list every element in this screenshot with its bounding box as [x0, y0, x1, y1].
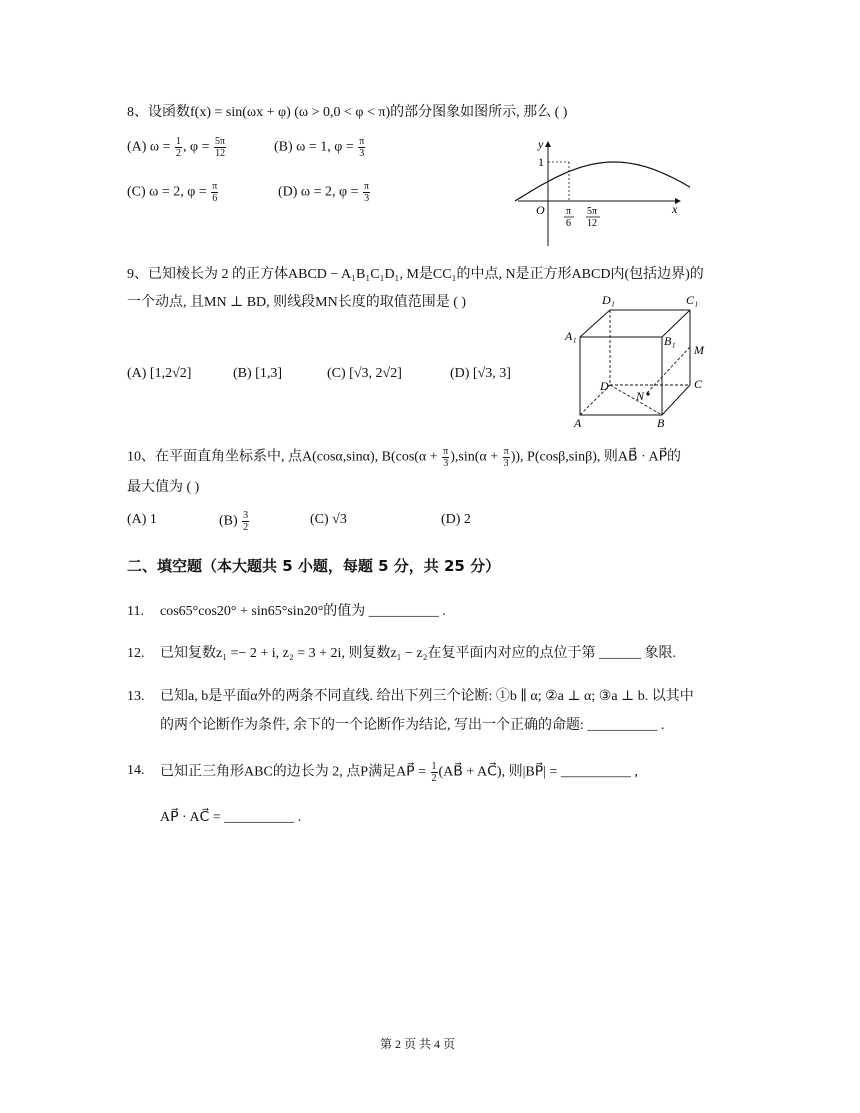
q9-option-d: (D) [√3, 3] — [450, 366, 511, 381]
q14-line1-part-b: (AB⃗ + AC⃗), 则|BP⃗| = __________ , — [438, 764, 638, 780]
page-footer: 第 2 页 共 4 页 — [380, 1037, 456, 1051]
q10-line2: 最大值为 ( ) — [127, 480, 200, 495]
frac-num: π — [503, 446, 509, 457]
x-axis-label: x — [672, 202, 678, 216]
x-tick2-num: 5π — [587, 206, 598, 217]
cube-segment-mn — [646, 347, 690, 394]
frac-num: 5π — [215, 136, 226, 147]
q9-option-b: (B) [1,3] — [233, 366, 282, 381]
q10-option-d: (D) 2 — [441, 512, 471, 527]
q10-line1 — [127, 446, 681, 469]
frac-num: π — [359, 136, 365, 147]
q10-line1-part-c: )), P(cosβ,sinβ), 则AB⃗ · AP⃗的 — [510, 449, 682, 465]
q8-option-b-frac — [358, 136, 365, 159]
q10-option-a: (A) 1 — [127, 512, 157, 527]
label-a1: A₁ — [565, 329, 577, 343]
x-tick2-den: 12 — [587, 218, 597, 229]
q14-line1 — [160, 761, 638, 784]
q9-cube-figure — [560, 290, 720, 430]
q8-option-d — [278, 181, 371, 204]
frac-den: 6 — [212, 193, 218, 204]
q8-option-a-frac2 — [214, 136, 226, 159]
q8-option-c-text: (C) ω = 2, φ = — [127, 184, 211, 200]
q8-option-a-mid: , φ = — [183, 139, 214, 155]
label-d1: D₁ — [602, 293, 615, 307]
q11-number: 11. — [127, 604, 144, 619]
label-m: M — [694, 343, 704, 357]
y-axis-label: y — [538, 137, 544, 151]
q10-option-c: (C) √3 — [310, 512, 347, 527]
y-tick-label: 1 — [538, 155, 544, 169]
q13-line1: 已知a, b是平面α外的两条不同直线. 给出下列三个论断: ①b ∥ α; ②a ⊥ α; ③a ⊥ b. 以其中 — [160, 689, 694, 704]
frac-num: 1 — [431, 761, 437, 772]
origin-label: O — [536, 203, 545, 217]
q10-option-b-pre: (B) — [219, 513, 242, 529]
frac-den: 2 — [176, 148, 182, 159]
q8-option-d-text: (D) ω = 2, φ = — [278, 184, 363, 200]
cube-edge-b1c1 — [662, 310, 690, 337]
frac-den: 3 — [359, 148, 365, 159]
x-tick1-num: π — [566, 206, 572, 217]
q8-option-c-frac — [211, 181, 218, 204]
q10-option-b-frac — [242, 510, 249, 533]
label-d: D — [600, 379, 609, 393]
frac-den: 3 — [443, 458, 449, 469]
frac-num: 1 — [176, 136, 182, 147]
frac-num: 3 — [243, 510, 249, 521]
q9-line2: 一个动点, 且MN ⊥ BD, 则线段MN长度的取值范围是 ( ) — [127, 295, 467, 310]
frac-den: 12 — [215, 148, 226, 159]
q8-sine-graph — [510, 136, 690, 250]
q14-line1-part-a: 已知正三角形ABC的边长为 2, 点P满足AP⃗ = — [160, 764, 430, 780]
q10-line1-part-a: 10、在平面直角坐标系中, 点A(cosα,sinα), B(cos(α + — [127, 449, 442, 465]
q13-line2: 的两个论断作为条件, 余下的一个论断作为结论, 写出一个正确的命题: __________ . — [160, 718, 665, 733]
label-c: C — [694, 377, 703, 391]
q8-stem: 8、设函数f(x) = sin(ωx + φ) (ω > 0,0 < φ < π)的部分图象如图所示, 那么 ( ) — [127, 105, 568, 120]
frac-den: 3 — [364, 193, 370, 204]
point-n-dot — [646, 392, 649, 395]
frac-den: 3 — [503, 458, 509, 469]
q14-line2: AP⃗ · AC⃗ = __________ . — [160, 810, 302, 825]
q8-option-c — [127, 181, 219, 204]
frac-den: 2 — [431, 773, 437, 784]
q10-option-b — [219, 510, 250, 533]
label-n: N — [636, 389, 645, 403]
label-c1: C₁ — [686, 293, 699, 307]
q8-option-a-pre: (A) ω = — [127, 139, 175, 155]
q11-text: cos65°cos20° + sin65°sin20°的值为 __________ . — [160, 604, 446, 619]
q8-option-a — [127, 136, 227, 159]
cube-edge-bc — [662, 385, 690, 415]
frac-num: π — [364, 181, 370, 192]
label-a: A — [574, 416, 582, 430]
q10-frac-pi3-1 — [442, 446, 449, 469]
frac-num: π — [443, 446, 449, 457]
frac-num: π — [212, 181, 218, 192]
cube-edge-a1d1 — [580, 310, 610, 337]
q14-frac-half — [431, 761, 438, 784]
q14-number: 14. — [127, 763, 145, 778]
section-2-title: 二、填空题（本大题共 5 小题，每题 5 分，共 25 分） — [127, 557, 501, 575]
q12-number: 12. — [127, 646, 145, 661]
q12-text: 已知复数z₁ =− 2 + i, z₂ = 3 + 2i, 则复数z₁ − z₂在复平面内对应的点位于第 ______ 象限. — [160, 646, 677, 661]
q10-frac-pi3-2 — [503, 446, 510, 469]
q9-option-c: (C) [√3, 2√2] — [327, 366, 402, 381]
q9-line1: 9、已知棱长为 2 的正方体ABCD − A₁B₁C₁D₁, M是CC₁的中点, N是正方形ABCD内(包括边界)的 — [127, 267, 704, 282]
q8-option-b-text: (B) ω = 1, φ = — [274, 139, 358, 155]
frac-den: 2 — [243, 522, 249, 533]
q8-option-d-frac — [363, 181, 370, 204]
q8-option-a-frac1 — [175, 136, 182, 159]
x-tick1-den: 6 — [566, 218, 571, 229]
label-b1: B₁ — [664, 334, 676, 348]
q9-option-a: (A) [1,2√2] — [127, 366, 192, 381]
q13-number: 13. — [127, 689, 145, 704]
q10-line1-part-b: ),sin(α + — [450, 449, 502, 465]
label-b: B — [657, 416, 665, 430]
q8-option-b — [274, 136, 366, 159]
